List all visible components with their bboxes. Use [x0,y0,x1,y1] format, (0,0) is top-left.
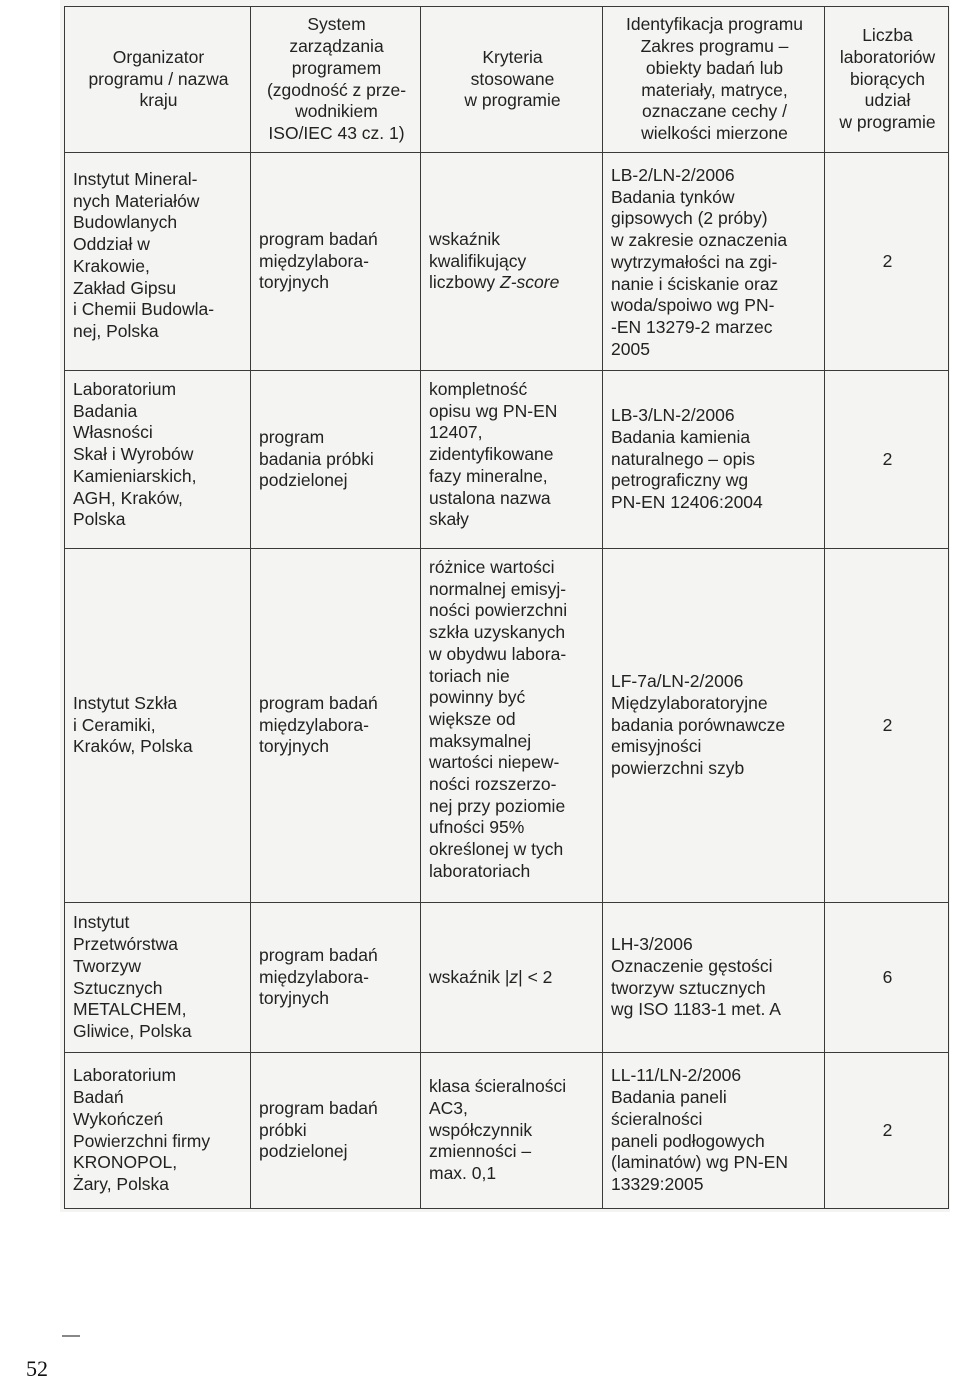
criteria-cell: klasa ścieralności AC3, współczynnik zmienności – max. 0,1 [421,1053,603,1209]
criteria-cell: kompletność opisu wg PN-EN 12407, zidentyfikowane fazy mineralne, ustalona nazwa skały [421,371,603,549]
header-count: Liczba laboratoriów biorących udział w programie [825,7,949,153]
programs-table [64,6,949,1209]
table-row [65,371,949,549]
organizer-cell: Instytut Szkła i Ceramiki, Kraków, Polska [65,549,251,903]
divider [62,1335,80,1337]
scope-cell: LB-2/LN-2/2006 Badania tynków gipsowych (2 próby) w zakresie oznaczenia wytrzymałości na zgi- nanie i ściskanie oraz woda/spoiwo wg PN- -EN 13279-2 marzec 2005 [603,153,825,371]
system-cell: program badań międzylabora- toryjnych [251,903,421,1053]
header-system: System zarządzania programem (zgodność z prze- wodnikiem ISO/IEC 43 cz. 1) [251,7,421,153]
table-row [65,549,949,903]
scope-cell: LF-7a/LN-2/2006 Międzylaboratoryjne badania porównawcze emisyjności powierzchni szyb [603,549,825,903]
count-cell: 2 [825,153,949,371]
criteria-cell: wskaźnik kwalifikujący liczbowy Z-score [421,153,603,371]
scope-cell: LH-3/2006 Oznaczenie gęstości tworzyw sztucznych wg ISO 1183-1 met. A [603,903,825,1053]
count-cell: 2 [825,1053,949,1209]
scope-cell: LB-3/LN-2/2006 Badania kamienia naturalnego – opis petrograficzny wg PN-EN 12406:2004 [603,371,825,549]
organizer-cell: Laboratorium Badań Wykończeń Powierzchni firmy KRONOPOL, Żary, Polska [65,1053,251,1209]
organizer-cell: Laboratorium Badania Własności Skał i Wyrobów Kamieniarskich, AGH, Kraków, Polska [65,371,251,549]
system-cell: program badań próbki podzielonej [251,1053,421,1209]
table-row [65,153,949,371]
criteria-cell: różnice wartości normalnej emisyj- ności powierzchni szkła uzyskanych w obydwu labora- toriach nie powinny być większe od maksymalnej wartości niepew- ności rozszerzo- nej przy poziomie ufności 95% określonej w tych laboratoriach [421,549,603,903]
table-row [65,1053,949,1209]
count-cell: 6 [825,903,949,1053]
count-cell: 2 [825,549,949,903]
header-scope: Identyfikacja programu Zakres programu – obiekty badań lub materiały, matryce, oznaczane cechy / wielkości mierzone [603,7,825,153]
z-abs-term: |z| [504,966,523,987]
table-row [65,903,949,1053]
count-cell: 2 [825,371,949,549]
z-score-term: Z-score [500,272,560,293]
organizer-cell: Instytut Mineral- nych Materiałów Budowlanych Oddział w Krakowie, Zakład Gipsu i Chemii Budowla- nej, Polska [65,153,251,371]
header-row [65,7,949,153]
system-cell: program badania próbki podzielonej [251,371,421,549]
scope-cell: LL-11/LN-2/2006 Badania paneli ścieralności paneli podłogowych (laminatów) wg PN-EN 13329:2005 [603,1053,825,1209]
page-number: 52 [26,1356,48,1381]
header-criteria: Kryteria stosowane w programie [421,7,603,153]
system-cell: program badań międzylabora- toryjnych [251,549,421,903]
system-cell: program badań międzylabora- toryjnych [251,153,421,371]
header-organizer: Organizator programu / nazwa kraju [65,7,251,153]
organizer-cell: Instytut Przetwórstwa Tworzyw Sztucznych METALCHEM, Gliwice, Polska [65,903,251,1053]
criteria-cell: wskaźnik |z| < 2 [421,903,603,1053]
